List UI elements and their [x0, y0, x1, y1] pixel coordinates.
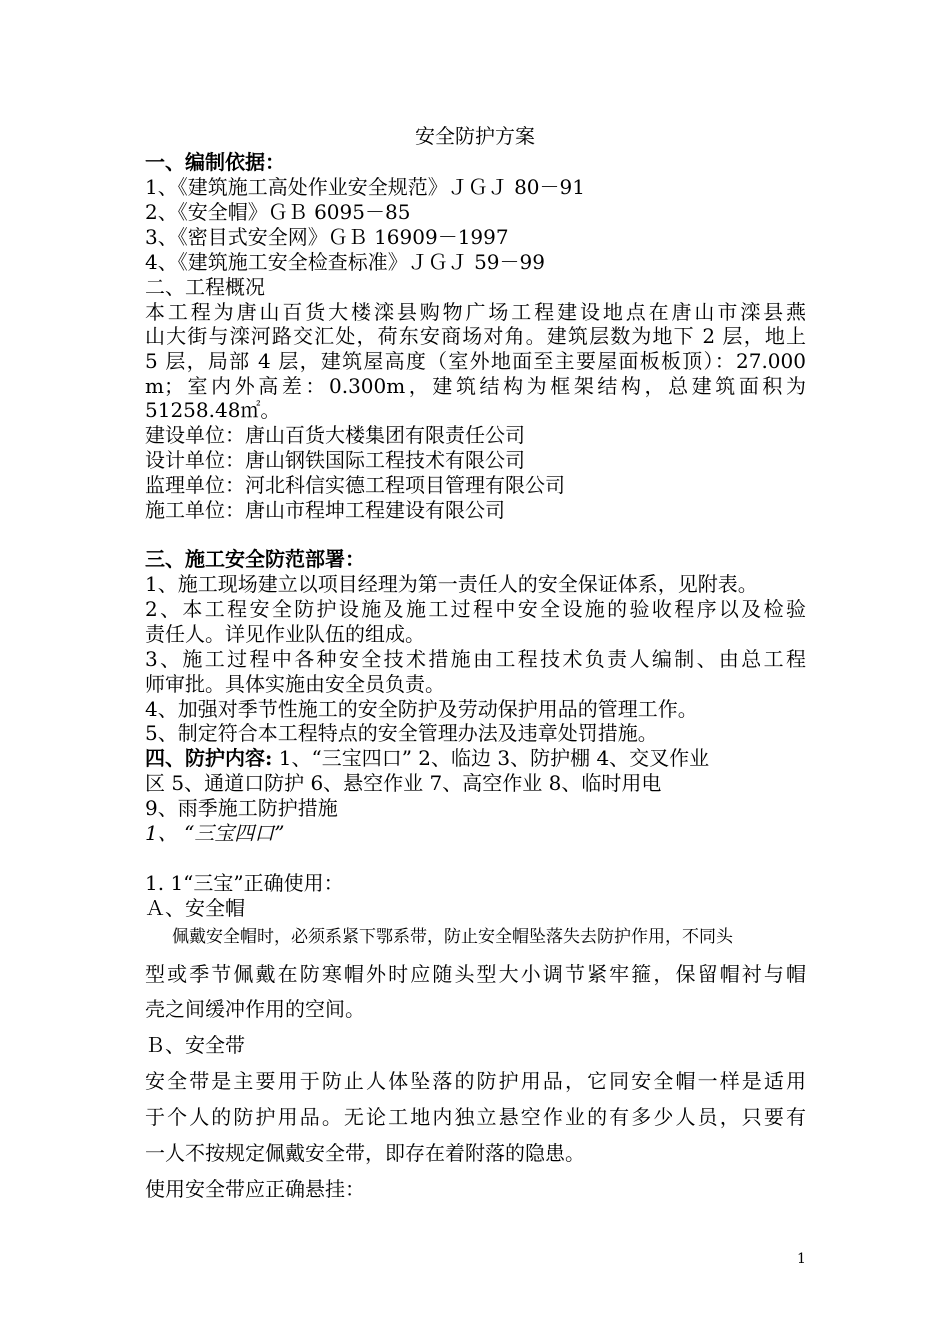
section-4-line-2: 区 5、通道口防护 6、悬空作业 7、高空作业 8、临时用电: [145, 771, 662, 795]
helmet-line-1: 佩戴安全帽时，必须系紧下鄂系带，防止安全帽坠落失去防护作用，不同头: [145, 927, 734, 947]
belt-line-1: 安全带是主要用于防止人体坠落的防护用品，它同安全帽一样是适用: [145, 1069, 806, 1093]
overview-line-1: 本工程为唐山百货大楼滦县购物广场工程建设地点在唐山市滦县燕: [145, 300, 806, 324]
basis-item-3: 3、《密目式安全网》ＧＢ 16909－1997: [145, 225, 509, 249]
section-4-heading: 四、防护内容:: [145, 746, 273, 770]
contractor-unit: 施工单位：唐山市程坤工程建设有限公司: [145, 498, 505, 522]
section-4-line-3: 9、雨季施工防护措施: [145, 796, 338, 820]
supervision-unit: 监理单位：河北科信实德工程项目管理有限公司: [145, 473, 565, 497]
subsection-1-heading: 1、 “三宝四口”: [145, 821, 285, 845]
helmet-line-3: 壳之间缓冲作用的空间。: [145, 997, 365, 1021]
belt-line-2: 于个人的防护用品。无论工地内独立悬空作业的有多少人员，只要有: [145, 1105, 806, 1129]
deploy-line-3: 责任人。详见作业队伍的组成。: [145, 622, 425, 646]
section-4-line-1: [145, 746, 709, 771]
belt-line-4: 使用安全带应正确悬挂：: [145, 1177, 365, 1201]
overview-line-4: m；室内外高差：0.300m，建筑结构为框架结构，总建筑面积为: [145, 374, 806, 398]
section-1-heading: 一、编制依据：: [145, 150, 285, 174]
subsection-1-1-heading: 1. 1“三宝”正确使用：: [145, 871, 344, 895]
basis-item-1: 1、《建筑施工高处作业安全规范》ＪＧＪ 80－91: [145, 175, 585, 199]
deploy-line-1: 1、施工现场建立以项目经理为第一责任人的安全保证体系，见附表。: [145, 572, 758, 596]
design-unit: 设计单位：唐山钢铁国际工程技术有限公司: [145, 448, 525, 472]
section-2-heading: 二、工程概况: [145, 275, 265, 299]
basis-item-4: 4、《建筑施工安全检查标准》ＪＧＪ 59－99: [145, 250, 545, 274]
overview-line-5: 51258.48㎡。: [145, 398, 281, 422]
deploy-line-2: 2、本工程安全防护设施及施工过程中安全设施的验收程序以及检验: [145, 597, 806, 621]
item-b-heading: Ｂ、安全带: [145, 1033, 245, 1057]
page-number: 1: [797, 1251, 806, 1267]
belt-line-3: 一人不按规定佩戴安全带，即存在着附落的隐患。: [145, 1141, 585, 1165]
deploy-line-5: 师审批。具体实施由安全员负责。: [145, 672, 445, 696]
document-title: 安全防护方案: [415, 124, 535, 148]
deploy-line-4: 3、施工过程中各种安全技术措施由工程技术负责人编制、由总工程: [145, 647, 806, 671]
helmet-line-2: 型或季节佩戴在防寒帽外时应随头型大小调节紧牢箍，保留帽衬与帽: [145, 962, 806, 986]
item-a-heading: Ａ、安全帽: [145, 896, 245, 920]
construction-unit: 建设单位：唐山百货大楼集团有限责任公司: [145, 423, 525, 447]
deploy-line-6: 4、加强对季节性施工的安全防护及劳动保护用品的管理工作。: [145, 697, 698, 721]
overview-line-3: 5 层，局部 4 层，建筑屋高度（室外地面至主要屋面板板顶）：27.000: [145, 349, 806, 373]
overview-line-2: 山大街与滦河路交汇处，荷东安商场对角。建筑层数为地下 2 层，地上: [145, 324, 806, 348]
deploy-line-7: 5、制定符合本工程特点的安全管理办法及违章处罚措施。: [145, 721, 658, 745]
basis-item-2: 2、《安全帽》ＧＢ 6095－85: [145, 200, 411, 224]
section-4-contents-1: 1、“三宝四口” 2、临边 3、防护棚 4、交叉作业: [272, 746, 710, 770]
section-3-heading: 三、施工安全防范部署：: [145, 547, 365, 571]
